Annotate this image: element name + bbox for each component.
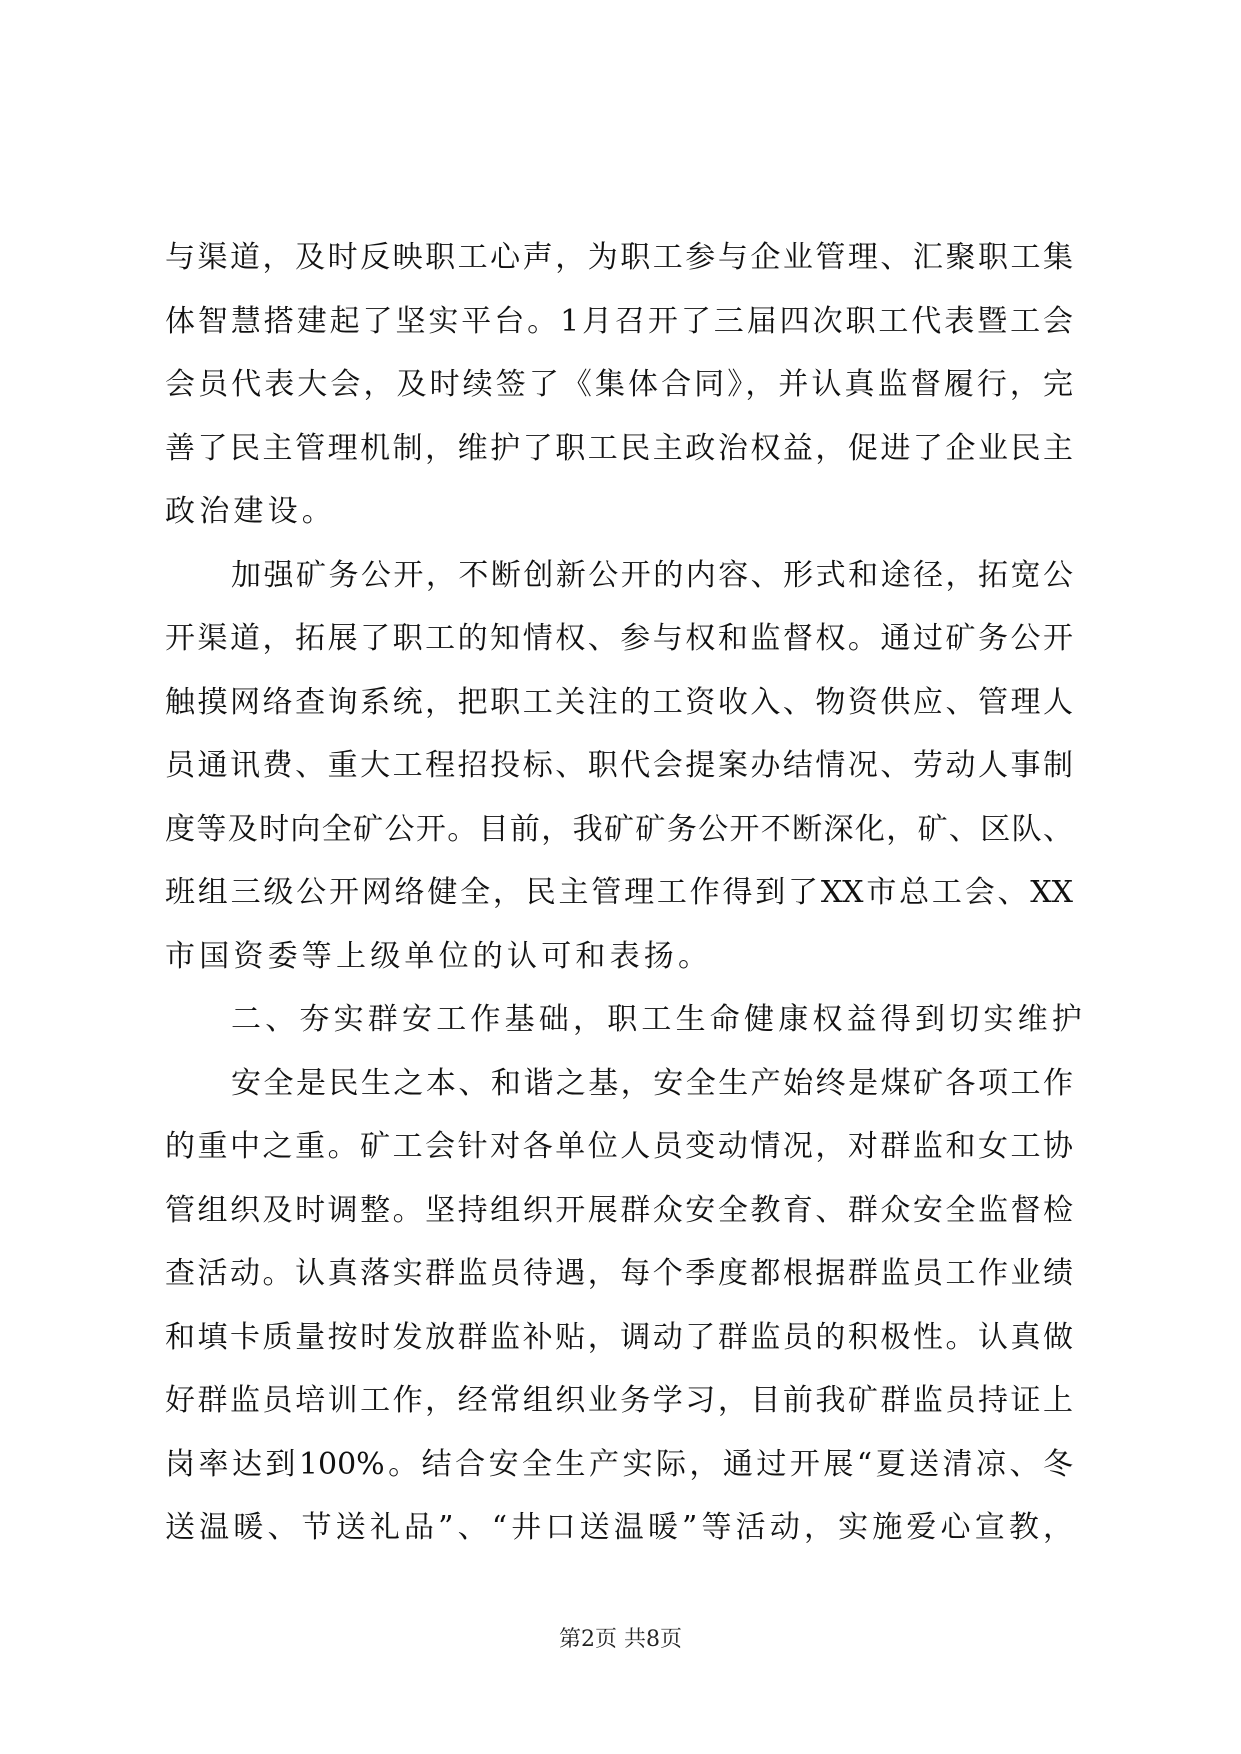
paragraph-line: 体智慧搭建起了坚实平台。1月召开了三届四次职工代表暨工会 (165, 303, 1073, 339)
section-heading: 二、夯实群安工作基础，职工生命健康权益得到切实维护 (231, 1002, 1086, 1037)
page-number-footer: 第2页 共8页 (559, 1627, 682, 1652)
paragraph-line: 员通讯费、重大工程招投标、职代会提案办结情况、劳动人事制 (165, 748, 1073, 783)
paragraph-line: 的重中之重。矿工会针对各单位人员变动情况，对群监和女工协 (165, 1129, 1073, 1164)
paragraph-line: 送温暖、节送礼品”、“井口送温暖”等活动，实施爱心宣教， (165, 1510, 1073, 1545)
document-body (165, 226, 1086, 1560)
paragraph-line: 查活动。认真落实群监员待遇，每个季度都根据群监员工作业绩 (165, 1256, 1073, 1291)
paragraph-line: 触摸网络查询系统，把职工关注的工资收入、物资供应、管理人 (165, 684, 1073, 720)
paragraph-line: 开渠道，拓展了职工的知情权、参与权和监督权。通过矿务公开 (165, 621, 1073, 656)
paragraph-line: 好群监员培训工作，经常组织业务学习，目前我矿群监员持证上 (165, 1383, 1073, 1418)
paragraph-line: 善了民主管理机制，维护了职工民主政治权益，促进了企业民主 (165, 430, 1073, 466)
paragraph-line: 岗率达到100%。结合安全生产实际，通过开展“夏送清凉、冬 (165, 1446, 1073, 1482)
paragraph-line: 政治建设。 (165, 494, 336, 529)
paragraph-line: 与渠道，及时反映职工心声，为职工参与企业管理、汇聚职工集 (165, 240, 1073, 275)
paragraph-line: 加强矿务公开，不断创新公开的内容、形式和途径，拓宽公 (231, 557, 1073, 593)
paragraph-line: 会员代表大会，及时续签了《集体合同》，并认真监督履行，完 (165, 367, 1073, 402)
paragraph-line: 市国资委等上级单位的认可和表扬。 (165, 938, 713, 974)
paragraph-line: 班组三级公开网络健全，民主管理工作得到了XX市总工会、XX (165, 875, 1073, 910)
paragraph-line: 度等及时向全矿公开。目前，我矿矿务公开不断深化，矿、区队、 (165, 811, 1073, 847)
paragraph-line: 安全是民生之本、和谐之基，安全生产始终是煤矿各项工作 (231, 1065, 1073, 1101)
paragraph-line: 管组织及时调整。坚持组织开展群众安全教育、群众安全监督检 (165, 1192, 1073, 1228)
paragraph-line: 和填卡质量按时发放群监补贴，调动了群监员的积极性。认真做 (165, 1319, 1073, 1355)
